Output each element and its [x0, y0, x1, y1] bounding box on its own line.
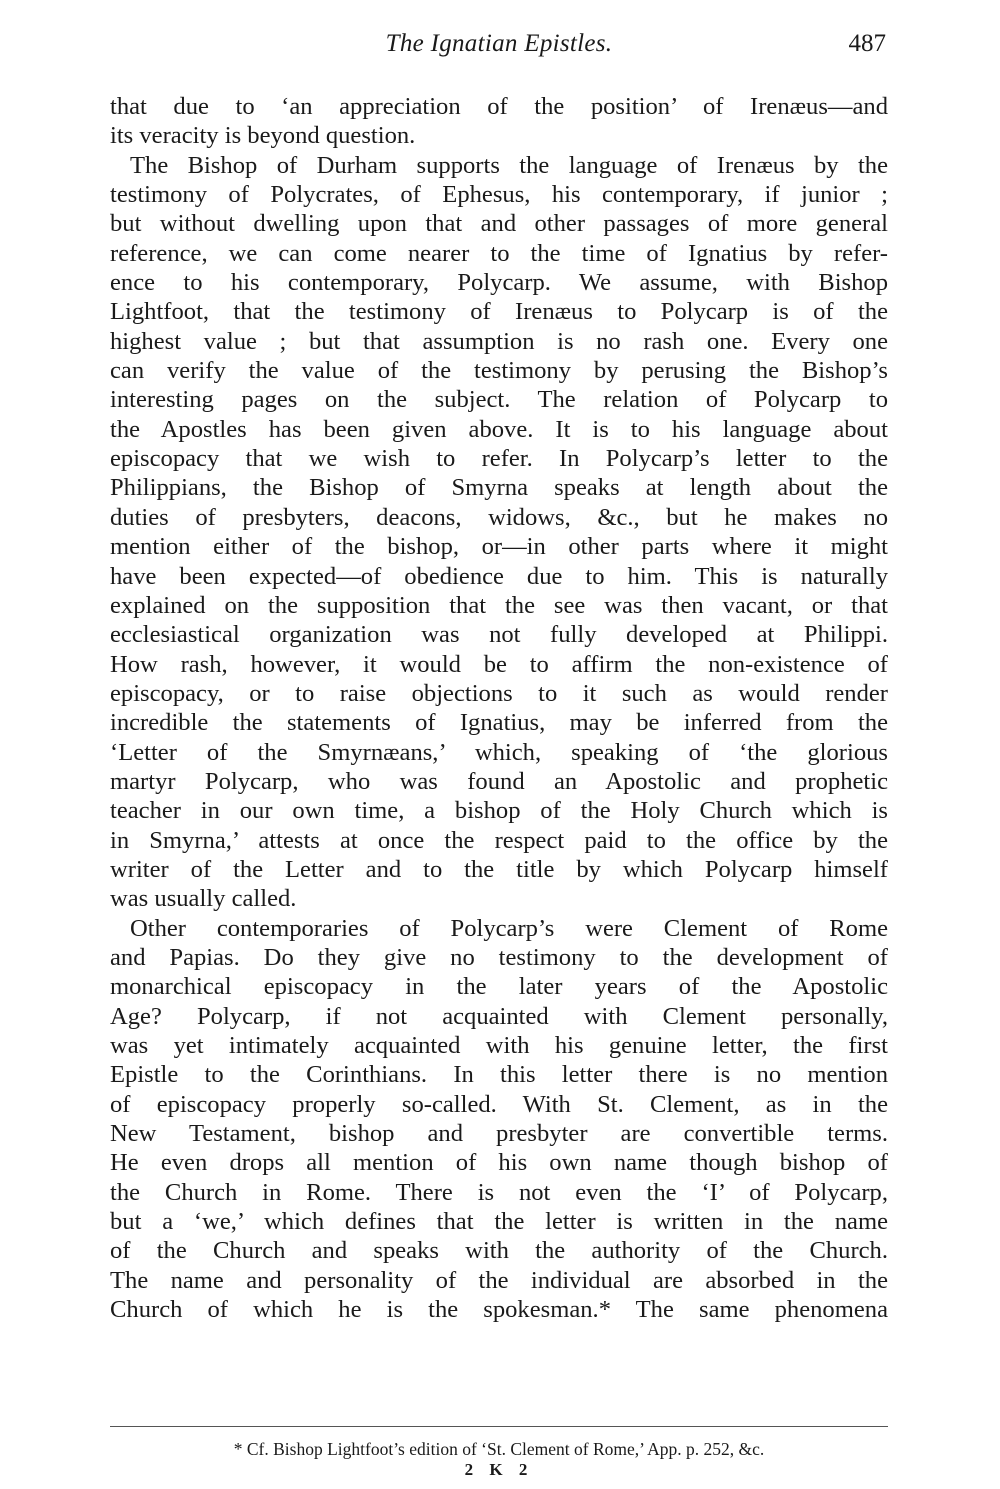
- footnote: * Cf. Bishop Lightfoot’s edition of ‘St. Clement of Rome,’ App. p. 252, &c.: [233, 1439, 765, 1459]
- text-line: mention either of the bishop, or—in other parts where it might: [110, 533, 888, 561]
- text-line: highest value ; but that assumption is no rash one. Every one: [110, 327, 888, 355]
- text-line: ‘Letter of the Smyrnæans,’ which, speaking of ‘the glorious: [110, 738, 888, 766]
- text-line: incredible the statements of Ignatius, may be inferred from the: [110, 709, 888, 737]
- text-line: have been expected—of obedience due to him. This is naturally: [110, 562, 888, 590]
- text-line: Lightfoot, that the testimony of Irenæus to Polycarp is of the: [110, 298, 888, 326]
- text-line: that due to ‘an appreciation of the position’ of Irenæus—and: [110, 93, 888, 120]
- text-line: its veracity is beyond question.: [110, 122, 416, 150]
- signature-mark: 2 K 2: [464, 1460, 534, 1479]
- text-line: Church of which he is the spokesman.* The same phenomena: [110, 1296, 888, 1324]
- text-line: in Smyrna,’ attests at once the respect paid to the office by the: [110, 826, 888, 854]
- text-line: was yet intimately acquainted with his genuine letter, the first: [110, 1032, 888, 1059]
- page-number: 487: [848, 30, 886, 57]
- footnote-divider: [110, 1426, 888, 1427]
- paragraph-start-line: The Bishop of Durham supports the language of Irenæus by the: [130, 151, 888, 179]
- text-line: ecclesiastical organization was not fully developed at Philippi.: [110, 621, 888, 649]
- text-line: episcopacy, or to raise objections to it such as would render: [110, 679, 888, 707]
- text-line: Epistle to the Corinthians. In this letter there is no mention: [110, 1061, 888, 1089]
- text-line: of the Church and speaks with the authority of the Church.: [110, 1237, 888, 1265]
- text-line: but without dwelling upon that and other passages of more general: [110, 210, 888, 238]
- text-line: New Testament, bishop and presbyter are convertible terms.: [110, 1120, 888, 1148]
- text-line: the Apostles has been given above. It is to his language about: [110, 415, 888, 443]
- text-line: interesting pages on the subject. The relation of Polycarp to: [110, 386, 888, 414]
- text-line: and Papias. Do they give no testimony to the development of: [110, 943, 888, 971]
- text-line: reference, we can come nearer to the time of Ignatius by refer-: [110, 239, 888, 267]
- text-line: Philippians, the Bishop of Smyrna speaks at length about the: [110, 474, 888, 502]
- text-line: the Church in Rome. There is not even the ‘I’ of Polycarp,: [110, 1178, 888, 1206]
- text-line: martyr Polycarp, who was found an Apostolic and prophetic: [110, 767, 888, 795]
- running-title: The Ignatian Epistles.: [385, 30, 613, 57]
- text-line: explained on the supposition that the see was then vacant, or that: [110, 591, 888, 619]
- text-line: He even drops all mention of his own name though bishop of: [110, 1149, 888, 1177]
- text-line: can verify the value of the testimony by perusing the Bishop’s: [110, 357, 888, 385]
- text-line: The name and personality of the individual are absorbed in the: [110, 1266, 888, 1294]
- body-text: [110, 92, 888, 1324]
- text-line: was usually called.: [110, 885, 297, 913]
- text-line: writer of the Letter and to the title by which Polycarp himself: [110, 855, 888, 883]
- text-line: Age? Polycarp, if not acquainted with Clement personally,: [110, 1002, 888, 1030]
- text-line: monarchical episcopacy in the later years of the Apostolic: [110, 973, 888, 1001]
- text-line: of episcopacy properly so-called. With St. Clement, as in the: [110, 1090, 888, 1118]
- text-line: but a ‘we,’ which defines that the letter is written in the name: [110, 1208, 888, 1236]
- text-line: duties of presbyters, deacons, widows, &c., but he makes no: [110, 503, 888, 531]
- page-header: [110, 26, 888, 66]
- paragraph-start-line: Other contemporaries of Polycarp’s were Clement of Rome: [130, 914, 888, 942]
- text-line: ence to his contemporary, Polycarp. We assume, with Bishop: [110, 269, 888, 297]
- text-line: teacher in our own time, a bishop of the Holy Church which is: [110, 797, 888, 825]
- text-line: How rash, however, it would be to affirm the non-existence of: [110, 650, 888, 678]
- text-line: testimony of Polycrates, of Ephesus, his contemporary, if junior ;: [110, 181, 888, 209]
- text-line: episcopacy that we wish to refer. In Polycarp’s letter to the: [110, 445, 888, 473]
